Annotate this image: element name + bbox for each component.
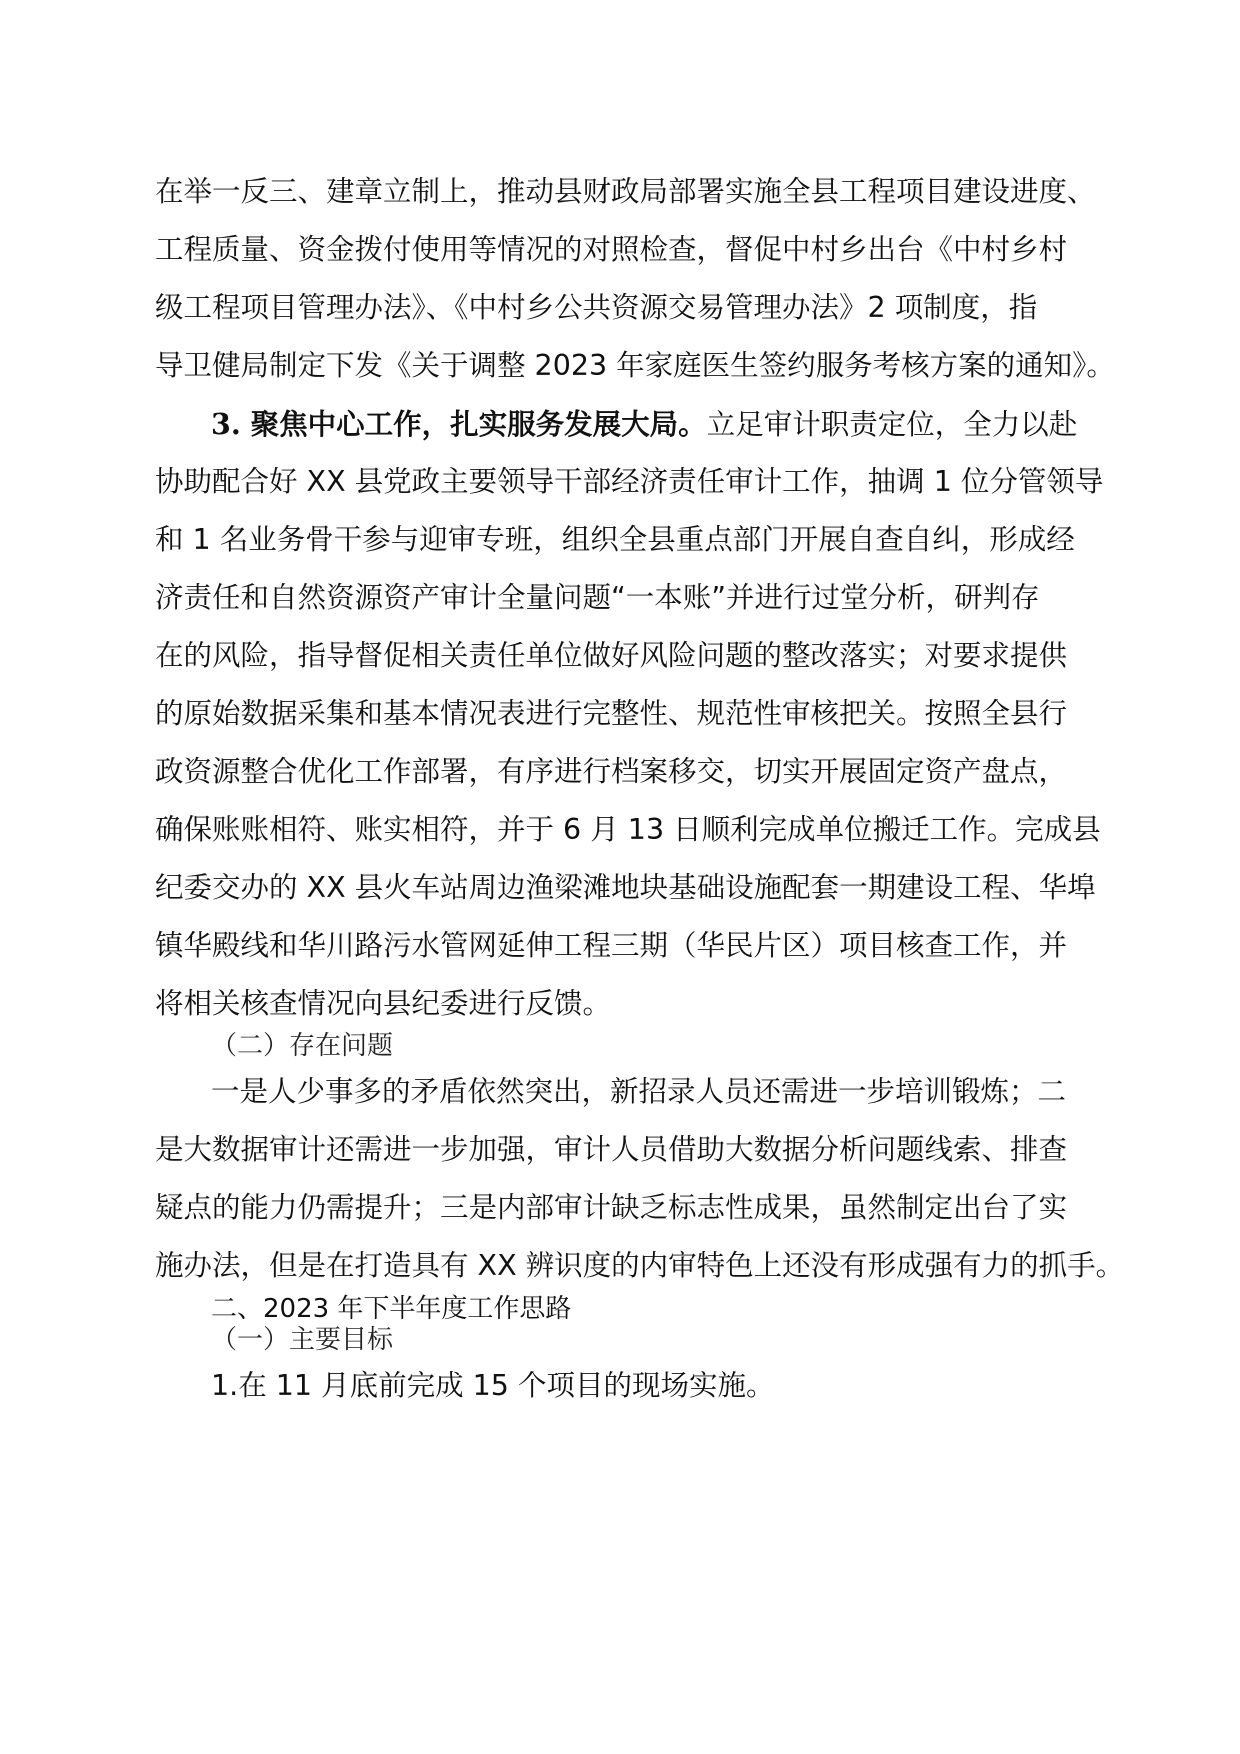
paragraph-line: 是大数据审计还需进一步加强，审计人员借助大数据分析问题线索、排查 (155, 1133, 1068, 1166)
paragraph-line: 在举一反三、建章立制上，推动县财政局部署实施全县工程项目建设进度、 (155, 175, 1096, 208)
section-3-first-line (211, 404, 1077, 445)
paragraph-line: 级工程项目管理办法》、《中村乡公共资源交易管理办法》2 项制度，指 (155, 291, 1038, 324)
paragraph-line: 的原始数据采集和基本情况表进行完整性、规范性审核把关。按照全县行 (155, 697, 1068, 730)
paragraph-line: 济责任和自然资源资产审计全量问题“一本账”并进行过堂分析，研判存 (155, 581, 1040, 614)
paragraph-line: 和 1 名业务骨干参与迎审专班，组织全县重点部门开展自查自纠，形成经 (155, 523, 1075, 556)
paragraph-line: 一是人少事多的矛盾依然突出，新招录人员还需进一步培训锻炼；二 (211, 1075, 1067, 1108)
paragraph-line: 镇华殿线和华川路污水管网延伸工程三期（华民片区）项目核查工作，并 (155, 929, 1068, 962)
paragraph-line: 工程质量、资金拨付使用等情况的对照检查，督促中村乡出台《中村乡村 (155, 233, 1068, 266)
main-goals-heading: （一）主要目标 (211, 1325, 394, 1355)
paragraph-line: 政资源整合优化工作部署，有序进行档案移交，切实开展固定资产盘点， (155, 755, 1068, 788)
section-3-text: 立足审计职责定位，全力以赴 (706, 408, 1078, 441)
paragraph-line: 导卫健局制定下发《关于调整 2023 年家庭医生签约服务考核方案的通知》。 (155, 349, 1115, 382)
goal-item-1: 1.在 11 月底前完成 15 个项目的现场实施。 (211, 1369, 775, 1402)
paragraph-line: 确保账账相符、账实相符，并于 6 月 13 日顺利完成单位搬迁工作。完成县 (155, 813, 1101, 846)
paragraph-line: 协助配合好 XX 县党政主要领导干部经济责任审计工作，抽调 1 位分管领导 (155, 465, 1104, 498)
paragraph-line: 在的风险，指导督促相关责任单位做好风险问题的整改落实；对要求提供 (155, 639, 1068, 672)
paragraph-line: 纪委交办的 XX 县火车站周边渔梁滩地块基础设施配套一期建设工程、华埠 (155, 871, 1096, 904)
paragraph-line: 将相关核查情况向县纪委进行反馈。 (155, 987, 612, 1020)
problems-heading: （二）存在问题 (211, 1031, 394, 1061)
part-2-heading: 二、2023 年下半年度工作思路 (211, 1294, 572, 1324)
paragraph-line: 施办法，但是在打造具有 XX 辨识度的内审特色上还没有形成强有力的抓手。 (155, 1249, 1125, 1282)
paragraph-line: 疑点的能力仍需提升；三是内部审计缺乏标志性成果，虽然制定出台了实 (155, 1191, 1068, 1224)
section-3-heading: 3. 聚焦中心工作，扎实服务发展大局。 (211, 407, 707, 441)
